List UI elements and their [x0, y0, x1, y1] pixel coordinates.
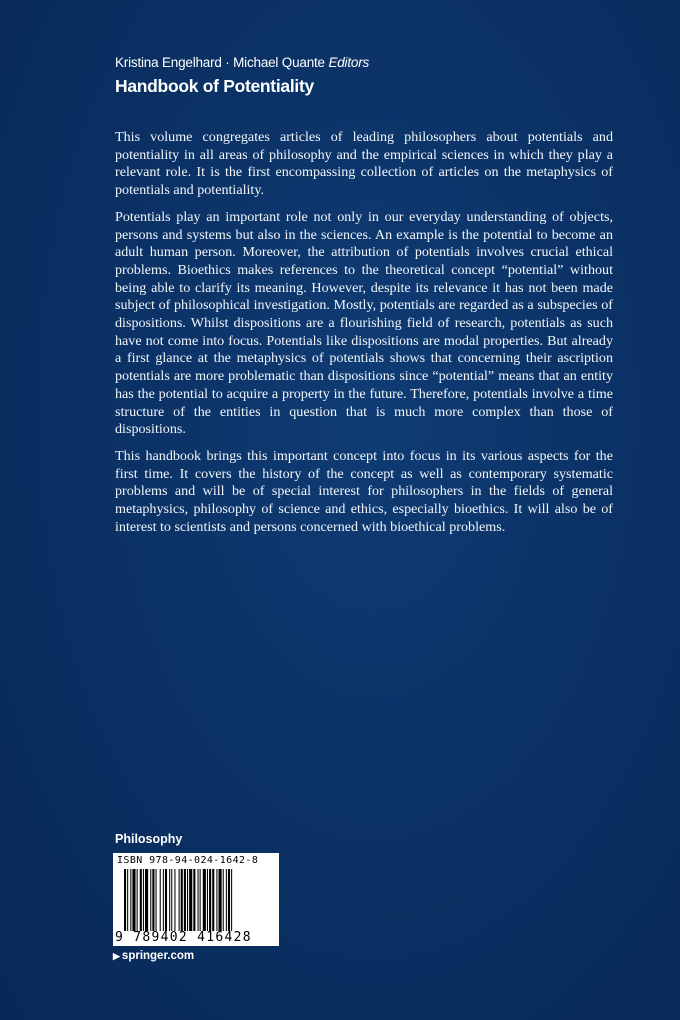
barcode-bar: [124, 869, 126, 931]
barcode-bar: [156, 869, 157, 931]
barcode-bar: [193, 869, 195, 931]
publisher-url: springer.com: [121, 950, 195, 962]
editors-names: Kristina Engelhard · Michael Quante: [115, 55, 325, 70]
barcode-bar: [179, 869, 180, 931]
blurb-paragraph: This handbook brings this important concept into focus in its various aspects for the first time. It covers the history of the concept as well as contemporary systematic problems and will be of special interest for philosophers in the fields of general metaphysics, philosophy of science and ethics, especially bioethics. It will also be of interest to scientists and persons concerned with bioethical problems.: [115, 447, 613, 535]
barcode-bar: [187, 869, 188, 931]
barcode-bar: [145, 869, 148, 931]
isbn-label: ISBN 978-94-024-1642-8: [117, 855, 259, 866]
barcode-bar: [174, 869, 175, 931]
barcode-bar: [228, 869, 230, 931]
barcode-digits: 9 789402 416428: [115, 930, 252, 945]
barcode-bar: [132, 869, 135, 931]
editors-role: Editors: [328, 55, 370, 70]
category-label: Philosophy: [115, 832, 183, 846]
barcode-bar: [143, 869, 144, 931]
barcode-bar: [127, 869, 128, 931]
barcode-bar: [140, 869, 142, 931]
barcode-bar: [189, 869, 192, 931]
barcode-bar: [231, 869, 232, 931]
blurb-paragraph: Potentials play an important role not only in our everyday understanding of objects, persons and systems but also in the sciences. An example is the potential to become an adult human person. Moreover, the attribution of potentials involves crucial ethical problems. Bioethics makes references to the theoretical concept “potential” without being able to clarify its meaning. However, despite its relevance it has not been made subject of philosophical investigation. Mostly, potentials are regarded as a subspecies of dispositions. Whilst dispositions are a flourishing field of research, potentials as such have not come into focus. Potentials like dispositions are modal properties. But already a first glance at the metaphysics of potentials shows that concerning their ascription potentials are more problematic than dispositions since “potential” means that an entity has the potential to acquire a property in the future. Therefore, potentials involve a time structure of the entities in question that is much more complex than those of dispositions.: [115, 208, 613, 438]
barcode-bar: [169, 869, 170, 931]
barcode-bar: [130, 869, 131, 931]
barcode-bar: [223, 869, 224, 931]
barcode-bar: [163, 869, 164, 931]
barcode-bar: [184, 869, 186, 931]
barcode-bar: [152, 869, 154, 931]
arrow-right-icon: ▶: [113, 951, 120, 961]
barcode-bar: [209, 869, 211, 931]
barcode-bar: [165, 869, 167, 931]
barcode-bar: [207, 869, 208, 931]
barcode-bar: [137, 869, 138, 931]
barcode-bar: [219, 869, 222, 931]
barcode-bar: [212, 869, 214, 931]
barcode-bar: [181, 869, 183, 931]
blurb-paragraph: This volume congregates articles of leading philosophers about potentials and potentiality in all areas of philosophy and the empirical sciences in which they play a relevant role. It is the first encompassing collection of articles on the metaphysics of potentials and potentiality.: [115, 129, 613, 199]
barcode-bar: [226, 869, 227, 931]
barcode-bar: [171, 869, 172, 931]
barcode-bar: [160, 869, 161, 931]
editors-line: [115, 55, 369, 70]
barcode-bar: [200, 869, 201, 931]
barcode-bar: [198, 869, 199, 931]
blurb: [115, 129, 613, 545]
publisher-link[interactable]: [113, 950, 194, 962]
barcode: [124, 869, 272, 931]
barcode-bar: [216, 869, 217, 931]
barcode-bar: [203, 869, 206, 931]
book-title: Handbook of Potentiality: [115, 76, 314, 96]
barcode-bar: [150, 869, 151, 931]
barcode-box: [113, 853, 279, 946]
